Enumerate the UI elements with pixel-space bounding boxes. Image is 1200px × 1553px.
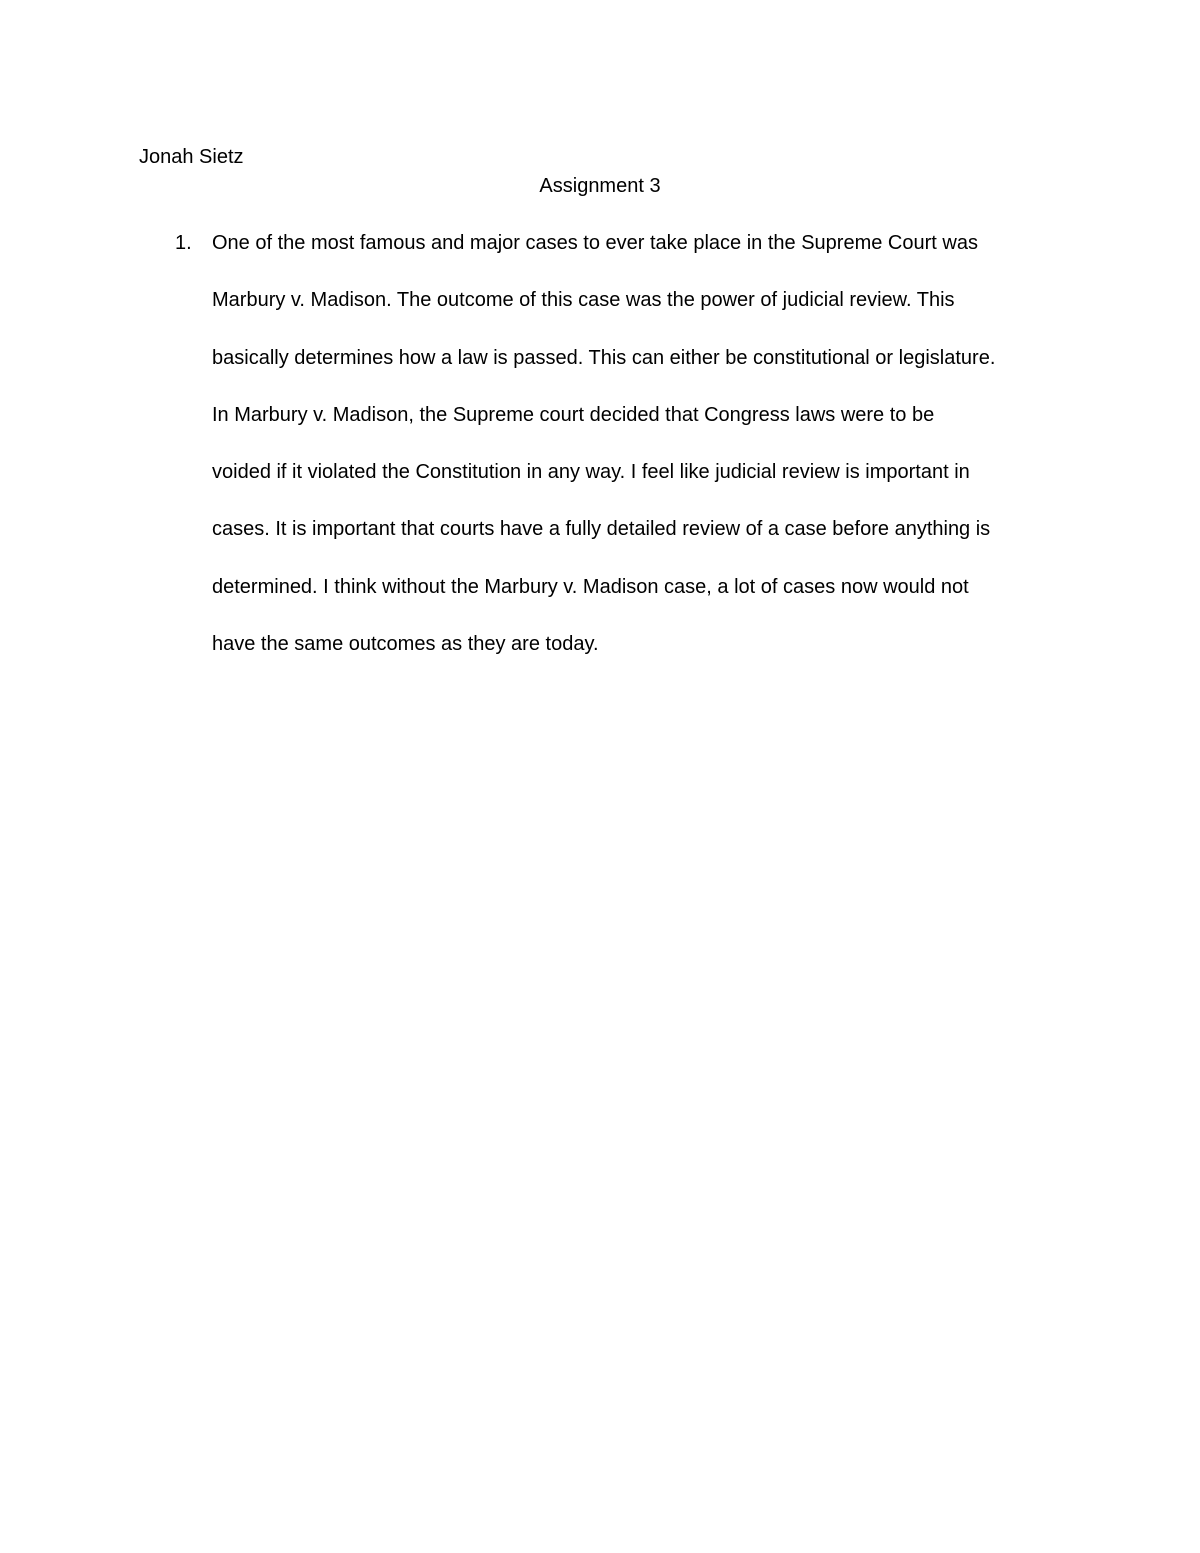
paragraph-line: One of the most famous and major cases to ever take place in the Supreme Court was xyxy=(212,232,978,254)
paragraph-line: Marbury v. Madison. The outcome of this case was the power of judicial review. This xyxy=(212,289,955,312)
paragraph-line: In Marbury v. Madison, the Supreme court decided that Congress laws were to be xyxy=(212,403,935,426)
paragraph-line: determined. I think without the Marbury v. Madison case, a lot of cases now would not xyxy=(212,575,969,598)
paragraph-line: have the same outcomes as they are today. xyxy=(212,633,599,656)
list-item-paragraph xyxy=(212,229,1075,687)
list-item-number: 1. xyxy=(175,232,192,254)
paragraph-line: voided if it violated the Constitution in any way. I feel like judicial review is important in xyxy=(212,461,970,484)
assignment-title: Assignment 3 xyxy=(539,175,661,197)
paragraph-line: basically determines how a law is passed. This can either be constitutional or legislature. xyxy=(212,346,996,369)
paragraph-line: cases. It is important that courts have a fully detailed review of a case before anything is xyxy=(212,518,991,541)
author-name: Jonah Sietz xyxy=(139,146,244,168)
